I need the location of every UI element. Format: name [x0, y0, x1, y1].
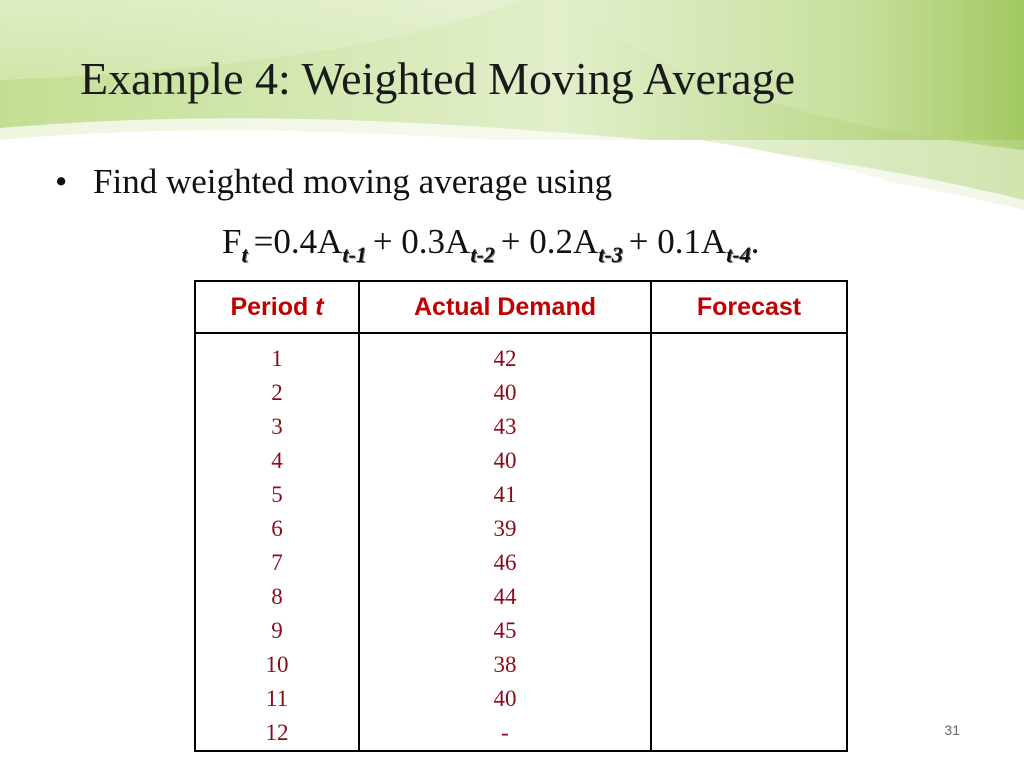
forecast-value [652, 376, 846, 410]
demand-table [194, 280, 848, 752]
actual-demand-value: 44 [493, 584, 517, 609]
period-value: 2 [271, 380, 283, 405]
forecast-value [652, 444, 846, 478]
actual-demand-value: 46 [493, 550, 517, 575]
period-value: 5 [271, 482, 283, 507]
actual-demand-value: 38 [493, 652, 517, 677]
formula [222, 222, 759, 268]
forecast-value [652, 546, 846, 580]
period-value: 9 [271, 618, 283, 643]
actual-demand-value: 42 [493, 346, 517, 371]
actual-demand-value: 45 [493, 618, 517, 643]
header-actual-demand: Actual Demand [359, 281, 651, 333]
formula-term-1: =0.4A [253, 222, 343, 261]
forecast-value [652, 648, 846, 682]
forecast-column [651, 333, 847, 751]
actual-demand-value: 43 [493, 414, 517, 439]
period-column [195, 333, 359, 751]
forecast-value [652, 478, 846, 512]
slide-number: 31 [944, 722, 960, 738]
bullet-text: Find weighted moving average using [93, 162, 613, 201]
forecast-value [652, 580, 846, 614]
forecast-value [652, 682, 846, 716]
formula-sub-3: t-3 [598, 242, 623, 267]
actual-demand-value: - [501, 720, 509, 745]
header-forecast: Forecast [651, 281, 847, 333]
bullet-icon: • [55, 162, 68, 201]
formula-sub-1: t-1 [342, 242, 367, 267]
slide-title: Example 4: Weighted Moving Average [80, 53, 796, 104]
formula-sub-t: t [241, 242, 248, 267]
table-header-row [195, 281, 847, 333]
formula-term-4: + 0.1A [628, 222, 727, 261]
table-row [195, 333, 847, 751]
forecast-value [652, 342, 846, 376]
formula-f: F [222, 222, 242, 261]
header-period-label: Period [230, 292, 309, 321]
header-period-var: t [315, 292, 324, 321]
period-value: 1 [271, 346, 283, 371]
formula-sub-2: t-2 [470, 242, 495, 267]
formula-term-2: + 0.3A [372, 222, 471, 261]
period-value: 8 [271, 584, 283, 609]
period-value: 6 [271, 516, 283, 541]
period-value: 3 [271, 414, 283, 439]
forecast-value [652, 614, 846, 648]
bullet-point [55, 162, 612, 202]
actual-demand-value: 41 [493, 482, 517, 507]
formula-term-3: + 0.2A [500, 222, 599, 261]
actual-demand-column [359, 333, 651, 751]
header-period [195, 281, 359, 333]
actual-demand-value: 40 [493, 686, 517, 711]
forecast-value [652, 410, 846, 444]
period-value: 7 [271, 550, 283, 575]
period-value: 11 [265, 686, 289, 711]
forecast-value [652, 512, 846, 546]
formula-end: . [750, 222, 760, 261]
period-value: 4 [271, 448, 283, 473]
period-value: 10 [265, 652, 289, 677]
actual-demand-value: 40 [493, 448, 517, 473]
period-value: 12 [265, 720, 289, 745]
forecast-value [652, 716, 846, 750]
formula-sub-4: t-4 [726, 242, 751, 267]
actual-demand-value: 39 [493, 516, 517, 541]
actual-demand-value: 40 [493, 380, 517, 405]
